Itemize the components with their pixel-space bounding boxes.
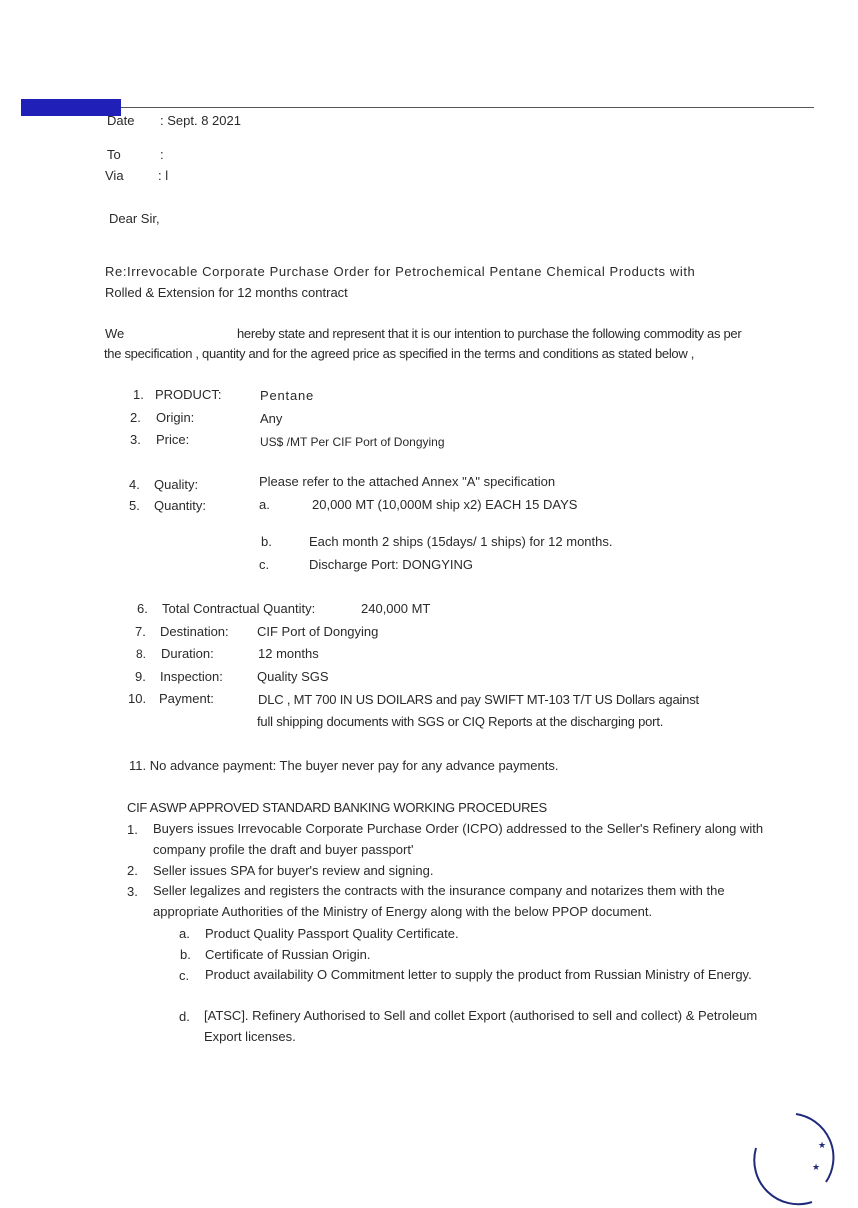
- procedures-title: CIF ASWP APPROVED STANDARD BANKING WORKING PROCEDURES: [127, 800, 547, 815]
- svg-text:★: ★: [812, 1163, 821, 1173]
- term-number: 3.: [130, 432, 141, 447]
- svg-text:★: ★: [818, 1141, 827, 1151]
- document-text: [ATSC]. Refinery Authorised to Sell and collet Export (authorised to sell and collect) & Petroleum Export licenses.: [204, 1008, 758, 1044]
- intro-line-2: the specification , quantity and for the agreed price as specified in the terms and conditions as stated below ,: [104, 346, 695, 361]
- term-value: 12 months: [258, 646, 319, 661]
- subject-line-1: Re:Irrevocable Corporate Purchase Order for Petrochemical Pentane Chemical Products with: [105, 264, 696, 279]
- date-label: Date: [107, 113, 135, 128]
- term-label: Quantity:: [154, 498, 207, 513]
- term-number: 5.: [129, 498, 140, 513]
- quantity-sub-text: Discharge Port: DONGYING: [309, 557, 473, 572]
- term-label: Payment:: [159, 691, 214, 706]
- via-value: : l: [158, 168, 169, 183]
- term-label: Destination:: [160, 624, 229, 639]
- date-value: : Sept. 8 2021: [160, 113, 241, 128]
- term-label: Origin:: [156, 410, 195, 425]
- header-accent-bar: [21, 99, 121, 116]
- term-number: 1.: [133, 387, 144, 402]
- term-value: 240,000 MT: [361, 601, 431, 616]
- term-label: Total Contractual Quantity:: [162, 601, 316, 616]
- quantity-sub-text: Each month 2 ships (15days/ 1 ships) for 12 months.: [309, 534, 613, 549]
- quantity-sub-text: 20,000 MT (10,000M ship x2) EACH 15 DAYS: [312, 497, 578, 512]
- to-label: To: [107, 147, 121, 162]
- term-value: DLC , MT 700 IN US DOILARS and pay SWIFT MT-103 T/T US Dollars against: [258, 692, 699, 707]
- document-letter: a.: [179, 926, 190, 941]
- header-rule: [121, 107, 814, 108]
- step-number: 3.: [127, 884, 138, 899]
- step-text: Buyers issues Irrevocable Corporate Purchase Order (ICPO) addressed to the Seller's Refinery along with company profile the draft and buyer passport': [153, 821, 764, 857]
- step-number: 2.: [127, 863, 138, 878]
- document-text: Certificate of Russian Origin.: [205, 947, 371, 962]
- term-value: US$ /MT Per CIF Port of Dongying: [260, 435, 445, 449]
- document-text: Product Quality Passport Quality Certificate.: [205, 926, 459, 941]
- company-seal-icon: [752, 1112, 848, 1208]
- term-number: 7.: [135, 624, 146, 639]
- intro-line-1: hereby state and represent that it is our intention to purchase the following commodity as per: [237, 326, 742, 341]
- document-text: Product availability O Commitment letter to supply the product from Russian Ministry of Energy.: [205, 967, 752, 982]
- term-value: Quality SGS: [257, 669, 329, 684]
- term-value: CIF Port of Dongying: [257, 624, 379, 639]
- term-label: Quality:: [154, 477, 199, 492]
- document-letter: d.: [179, 1009, 190, 1024]
- step-text: Seller legalizes and registers the contracts with the insurance company and notarizes them with the appropriate Authorities of the Ministry of Energy along with the below PPOP document.: [153, 883, 725, 919]
- term-value: Any: [260, 411, 283, 426]
- document-letter: c.: [179, 968, 190, 983]
- term-label: Duration:: [161, 646, 214, 661]
- via-label: Via: [105, 168, 124, 183]
- quantity-sub-letter: a.: [259, 497, 270, 512]
- term-value: Pentane: [260, 388, 315, 403]
- subject-line-2: Rolled & Extension for 12 months contract: [105, 285, 348, 300]
- payment-continuation: full shipping documents with SGS or CIQ Reports at the discharging port.: [257, 714, 664, 729]
- term-number: 10.: [128, 691, 147, 706]
- term-number: 6.: [137, 601, 148, 616]
- salutation: Dear Sir,: [109, 211, 160, 226]
- quantity-sub-letter: b.: [261, 534, 272, 549]
- term-value: Please refer to the attached Annex "A" specification: [259, 474, 556, 489]
- no-advance-payment: 11. No advance payment: The buyer never pay for any advance payments.: [129, 758, 559, 773]
- step-number: 1.: [127, 822, 138, 837]
- term-number: 9.: [135, 669, 146, 684]
- document-letter: b.: [180, 947, 191, 962]
- term-number: 8.: [136, 647, 147, 661]
- term-label: Price:: [156, 432, 190, 447]
- term-label: Inspection:: [160, 669, 223, 684]
- quantity-sub-letter: c.: [259, 557, 270, 572]
- step-text: Seller issues SPA for buyer's review and signing.: [153, 863, 434, 878]
- to-value: :: [160, 147, 164, 162]
- term-number: 2.: [130, 410, 141, 425]
- intro-we: We: [105, 326, 125, 341]
- term-number: 4.: [129, 477, 140, 492]
- term-label: PRODUCT:: [155, 387, 222, 402]
